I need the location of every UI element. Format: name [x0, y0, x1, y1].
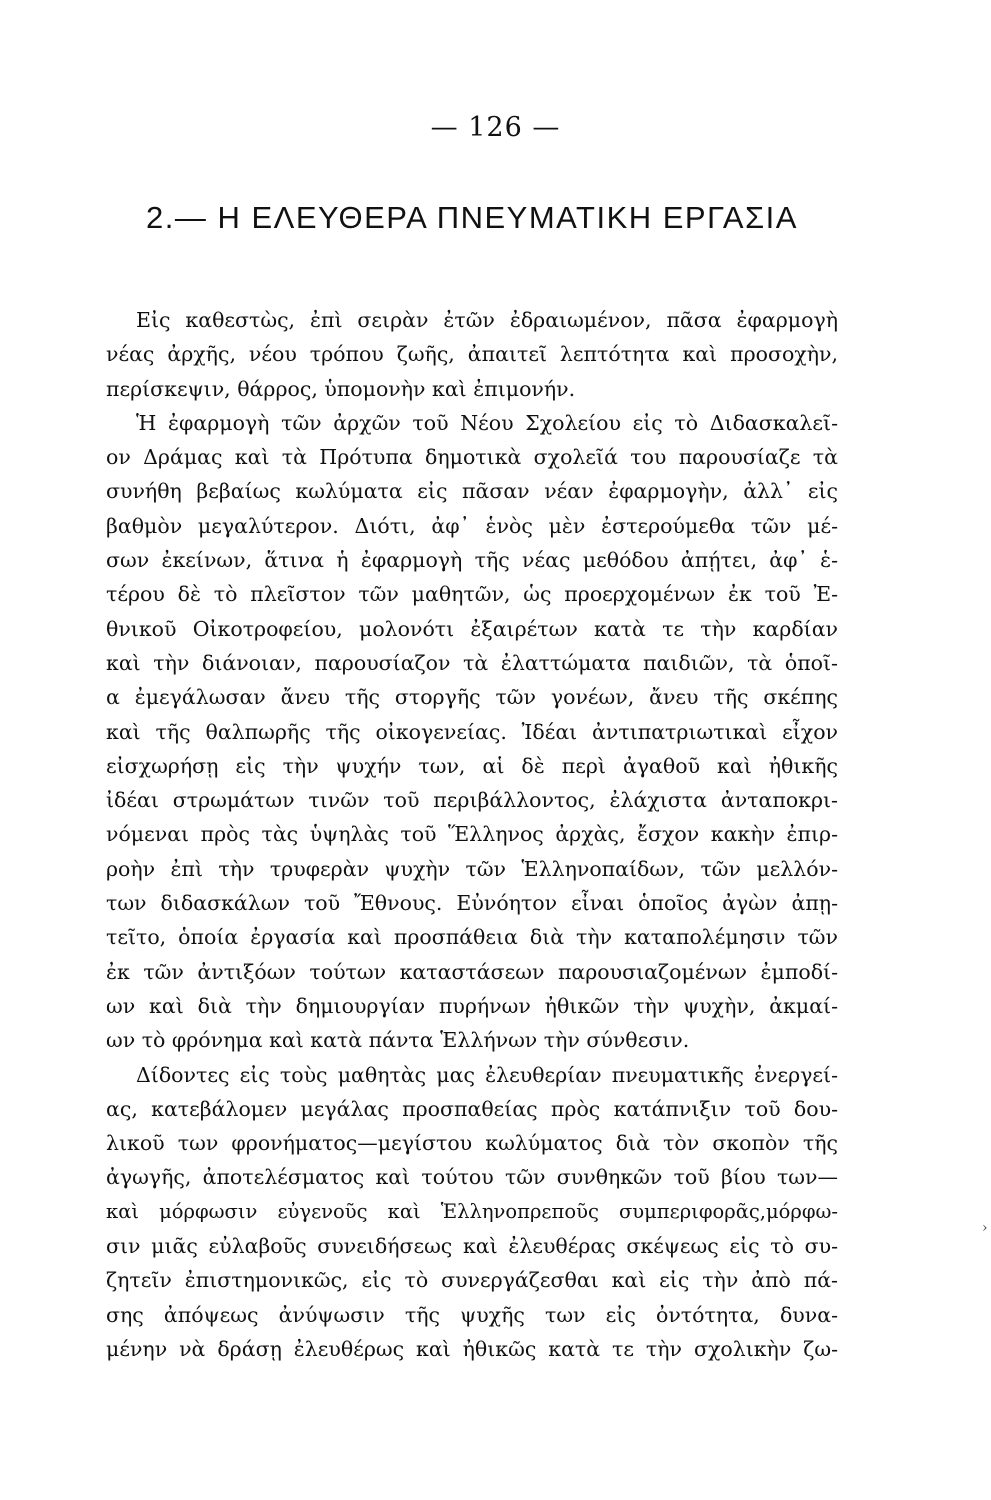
- text-line: νέας ἀρχῆς, νέου τρόπου ζωῆς, ἀπαιτεῖ λεπτότητα καὶ προσοχὴν,: [106, 342, 838, 367]
- text-line: Ἡ ἐφαρμογὴ τῶν ἀρχῶν τοῦ Νέου Σχολείου εἰς τὸ Διδασκαλεῖ-: [136, 410, 838, 435]
- page-number: — 126 —: [430, 112, 561, 143]
- text-line: τέρου δὲ τὸ πλεῖστον τῶν μαθητῶν, ὡς προερχομένων ἐκ τοῦ Ἐ-: [106, 582, 838, 607]
- text-line: Εἰς καθεστὼς, ἐπὶ σειρὰν ἐτῶν ἐδραιωμένον, πᾶσα ἐφαρμογὴ: [136, 308, 838, 332]
- text-line: ον Δράμας καὶ τὰ Πρότυπα δημοτικὰ σχολεῖά του παρουσίαζε τὰ: [106, 445, 838, 470]
- text-line: ἰδέαι στρωμάτων τινῶν τοῦ περιβάλλοντος, ἐλάχιστα ἀνταποκρι-: [106, 788, 838, 813]
- text-line: ων καὶ διὰ τὴν δημιουργίαν πυρήνων ἠθικῶν τὴν ψυχὴν, ἀκμαί-: [106, 993, 838, 1018]
- text-line: ων τὸ φρόνημα καὶ κατὰ πάντα Ἑλλήνων τὴν σύνθεσιν.: [106, 1028, 690, 1053]
- text-line: περίσκεψιν, θάρρος, ὑπομονὴν καὶ ἐπιμονήν.: [106, 376, 576, 401]
- text-line: νόμεναι πρὸς τὰς ὑψηλὰς τοῦ Ἕλληνος ἀρχὰς, ἔσχον κακὴν ἐπιρ-: [106, 822, 838, 847]
- text-line: μένην νὰ δράσῃ ἐλευθέρως καὶ ἠθικῶς κατὰ τε τὴν σχολικὴν ζω-: [106, 1336, 838, 1361]
- text-line: καὶ τῆς θαλπωρῆς τῆς οἰκογενείας. Ἰδέαι ἀντιπατριωτικαὶ εἶχον: [106, 719, 838, 744]
- chapter-title: 2.— Η ΕΛΕΥΘΕΡΑ ΠΝΕΥΜΑΤΙΚΗ ΕΡΓΑΣΙΑ: [146, 200, 798, 235]
- text-line: θνικοῦ Οἰκοτροφείου, μολονότι ἐξαιρέτων κατὰ τε τὴν καρδίαν: [106, 616, 838, 641]
- text-line: ἀγωγῆς, ἀποτελέσματος καὶ τούτου τῶν συνθηκῶν τοῦ βίου των—: [106, 1165, 838, 1190]
- margin-speck: ›: [982, 1220, 988, 1236]
- text-line: λικοῦ των φρονήματος—μεγίστου κωλύματος διὰ τὸν σκοπὸν τῆς: [106, 1131, 838, 1156]
- text-line: βαθμὸν μεγαλύτερον. Διότι, ἀφ᾽ ἑνὸς μὲν ἐστερούμεθα τῶν μέ-: [106, 513, 838, 538]
- text-line: τεῖτο, ὁποία ἐργασία καὶ προσπάθεια διὰ τὴν καταπολέμησιν τῶν: [106, 925, 838, 950]
- text-line: ἐκ τῶν ἀντιξόων τούτων καταστάσεων παρουσιαζομένων ἐμποδί-: [106, 959, 838, 984]
- text-line: σων ἐκείνων, ἅτινα ἡ ἐφαρμογὴ τῆς νέας μεθόδου ἀπῄτει, ἀφ᾽ ἑ-: [106, 548, 838, 573]
- body-text: [106, 303, 838, 1366]
- text-line: Δίδοντες εἰς τοὺς μαθητὰς μας ἐλευθερίαν πνευματικῆς ἐνεργεί-: [136, 1062, 838, 1087]
- text-line: καὶ μόρφωσιν εὐγενοῦς καὶ Ἑλληνοπρεποῦς συμπεριφορᾶς,μόρφω-: [106, 1199, 838, 1223]
- text-line: των διδασκάλων τοῦ Ἔθνους. Εὐνόητον εἶναι ὁποῖος ἀγὼν ἀπῃ-: [106, 891, 838, 916]
- text-line: συνήθη βεβαίως κωλύματα εἰς πᾶσαν νέαν ἐφαρμογὴν, ἀλλ᾽ εἰς: [106, 479, 838, 504]
- text-line: ζητεῖν ἐπιστημονικῶς, εἰς τὸ συνεργάζεσθαι καὶ εἰς τὴν ἀπὸ πά-: [106, 1268, 838, 1293]
- text-line: ας, κατεβάλομεν μεγάλας προσπαθείας πρὸς κατάπνιξιν τοῦ δου-: [106, 1096, 838, 1121]
- text-line: καὶ τὴν διάνοιαν, παρουσίαζον τὰ ἐλαττώματα παιδιῶν, τὰ ὁποῖ-: [106, 650, 838, 675]
- text-line: α ἐμεγάλωσαν ἄνευ τῆς στοργῆς τῶν γονέων, ἄνευ τῆς σκέπης: [106, 685, 838, 710]
- text-line: σιν μιᾶς εὐλαβοῦς συνειδήσεως καὶ ἐλευθέρας σκέψεως εἰς τὸ συ-: [106, 1234, 838, 1259]
- text-line: εἰσχωρήσῃ εἰς τὴν ψυχήν των, αἱ δὲ περὶ ἀγαθοῦ καὶ ἠθικῆς: [106, 753, 838, 778]
- text-line: ροὴν ἐπὶ τὴν τρυφερὰν ψυχὴν τῶν Ἑλληνοπαίδων, τῶν μελλόν-: [106, 856, 838, 881]
- text-line: σης ἀπόψεως ἀνύψωσιν τῆς ψυχῆς των εἰς ὀντότητα, δυνα-: [106, 1302, 838, 1327]
